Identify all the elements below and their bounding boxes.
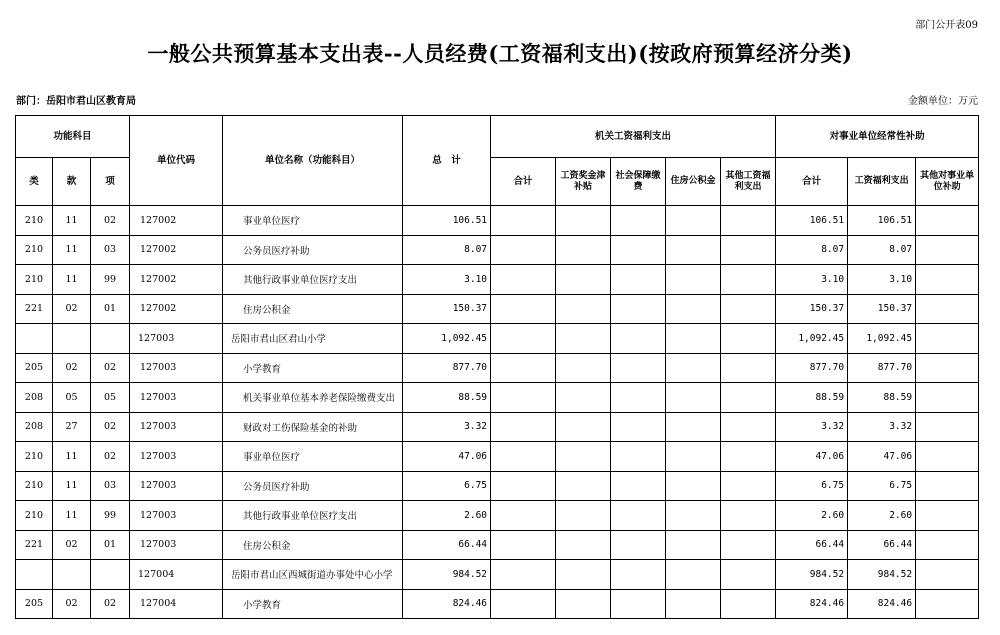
- cell-lei: 208: [16, 412, 53, 442]
- cell-inst-wage: 824.46: [848, 589, 916, 619]
- cell-inst-wage: 3.10: [848, 265, 916, 295]
- cell-gov-other: [721, 294, 776, 324]
- cell-gov-social: [611, 206, 666, 236]
- cell-unit-code: 127003: [130, 501, 223, 531]
- cell-unit-code: 127004: [130, 560, 223, 590]
- cell-lei: [16, 560, 53, 590]
- header-xiang: 项: [91, 158, 130, 206]
- cell-xiang: 02: [91, 442, 130, 472]
- cell-total: 47.06: [403, 442, 491, 472]
- cell-gov-subtotal: [491, 501, 556, 531]
- table-row: [16, 383, 979, 413]
- cell-unit-name: 岳阳市君山区西城街道办事处中心小学: [223, 560, 403, 590]
- cell-kuan: 11: [53, 501, 91, 531]
- cell-gov-subtotal: [491, 442, 556, 472]
- cell-kuan: 02: [53, 530, 91, 560]
- cell-inst-subtotal: 3.32: [776, 412, 848, 442]
- cell-xiang: [91, 560, 130, 590]
- cell-inst-other: [916, 235, 979, 265]
- table-row-unit: [16, 560, 979, 590]
- cell-kuan: 11: [53, 235, 91, 265]
- table-row: [16, 294, 979, 324]
- cell-gov-subtotal: [491, 206, 556, 236]
- cell-inst-other: [916, 471, 979, 501]
- cell-gov-subtotal: [491, 294, 556, 324]
- cell-inst-wage: 3.32: [848, 412, 916, 442]
- cell-inst-other: [916, 530, 979, 560]
- cell-unit-name: 事业单位医疗: [223, 206, 403, 236]
- table-row: [16, 471, 979, 501]
- cell-gov-other: [721, 324, 776, 354]
- cell-total: 66.44: [403, 530, 491, 560]
- cell-lei: 210: [16, 471, 53, 501]
- cell-kuan: 27: [53, 412, 91, 442]
- cell-unit-name: 小学教育: [223, 589, 403, 619]
- cell-unit-code: 127003: [130, 412, 223, 442]
- cell-inst-other: [916, 206, 979, 236]
- cell-inst-other: [916, 560, 979, 590]
- cell-kuan: 02: [53, 294, 91, 324]
- cell-gov-social: [611, 383, 666, 413]
- cell-gov-other: [721, 353, 776, 383]
- cell-unit-code: 127003: [130, 471, 223, 501]
- header-total: 总 计: [403, 116, 491, 206]
- cell-xiang: 02: [91, 206, 130, 236]
- cell-gov-social: [611, 294, 666, 324]
- currency-unit-label: 金额单位：万元: [908, 96, 978, 107]
- form-number: 部门公开表09: [915, 20, 978, 31]
- cell-gov-social: [611, 589, 666, 619]
- header-inst-subtotal: 合计: [776, 158, 848, 206]
- cell-inst-wage: 1,092.45: [848, 324, 916, 354]
- cell-gov-subtotal: [491, 530, 556, 560]
- cell-inst-subtotal: 106.51: [776, 206, 848, 236]
- cell-inst-subtotal: 1,092.45: [776, 324, 848, 354]
- cell-unit-name: 岳阳市君山区君山小学: [223, 324, 403, 354]
- header-unit-code: 单位代码: [130, 116, 223, 206]
- cell-gov-housing: [666, 442, 721, 472]
- cell-gov-other: [721, 530, 776, 560]
- header-gov-wage-group: 机关工资福利支出: [491, 116, 776, 158]
- cell-inst-subtotal: 3.10: [776, 265, 848, 295]
- cell-xiang: 02: [91, 412, 130, 442]
- cell-gov-housing: [666, 353, 721, 383]
- cell-gov-subtotal: [491, 353, 556, 383]
- cell-gov-subtotal: [491, 589, 556, 619]
- cell-inst-wage: 877.70: [848, 353, 916, 383]
- cell-gov-other: [721, 412, 776, 442]
- cell-gov-social: [611, 324, 666, 354]
- table-row: [16, 589, 979, 619]
- cell-kuan: 02: [53, 353, 91, 383]
- cell-inst-subtotal: 88.59: [776, 383, 848, 413]
- cell-gov-wage: [556, 589, 611, 619]
- cell-kuan: 11: [53, 442, 91, 472]
- cell-kuan: 11: [53, 206, 91, 236]
- cell-inst-other: [916, 442, 979, 472]
- cell-inst-other: [916, 353, 979, 383]
- header-unit-name: 单位名称（功能科目）: [223, 116, 403, 206]
- page-title: 一般公共预算基本支出表--人员经费(工资福利支出)(按政府预算经济分类): [147, 41, 853, 66]
- cell-unit-name: 其他行政事业单位医疗支出: [223, 501, 403, 531]
- table-row: [16, 501, 979, 531]
- budget-table: [15, 115, 979, 619]
- cell-inst-wage: 984.52: [848, 560, 916, 590]
- cell-total: 150.37: [403, 294, 491, 324]
- header-gov-social: 社会保障缴费: [611, 158, 666, 206]
- cell-gov-social: [611, 235, 666, 265]
- header-inst-other: 其他对事业单位补助: [916, 158, 979, 206]
- cell-kuan: 11: [53, 265, 91, 295]
- cell-inst-other: [916, 383, 979, 413]
- cell-inst-wage: 88.59: [848, 383, 916, 413]
- table-row: [16, 353, 979, 383]
- cell-gov-other: [721, 501, 776, 531]
- cell-total: 3.10: [403, 265, 491, 295]
- table-row: [16, 442, 979, 472]
- cell-unit-code: 127002: [130, 206, 223, 236]
- cell-inst-subtotal: 47.06: [776, 442, 848, 472]
- cell-lei: 221: [16, 530, 53, 560]
- cell-gov-wage: [556, 471, 611, 501]
- cell-total: 6.75: [403, 471, 491, 501]
- cell-gov-other: [721, 442, 776, 472]
- cell-total: 106.51: [403, 206, 491, 236]
- cell-gov-housing: [666, 383, 721, 413]
- cell-gov-other: [721, 265, 776, 295]
- cell-inst-subtotal: 6.75: [776, 471, 848, 501]
- cell-gov-housing: [666, 589, 721, 619]
- cell-inst-wage: 47.06: [848, 442, 916, 472]
- cell-gov-social: [611, 265, 666, 295]
- cell-total: 2.60: [403, 501, 491, 531]
- cell-inst-other: [916, 501, 979, 531]
- cell-gov-housing: [666, 471, 721, 501]
- cell-xiang: 02: [91, 353, 130, 383]
- cell-kuan: [53, 324, 91, 354]
- cell-total: 1,092.45: [403, 324, 491, 354]
- cell-inst-other: [916, 265, 979, 295]
- cell-inst-other: [916, 589, 979, 619]
- cell-xiang: 03: [91, 235, 130, 265]
- cell-gov-housing: [666, 235, 721, 265]
- cell-lei: 205: [16, 589, 53, 619]
- cell-xiang: 99: [91, 501, 130, 531]
- cell-gov-social: [611, 442, 666, 472]
- cell-lei: 210: [16, 265, 53, 295]
- cell-unit-name: 住房公积金: [223, 530, 403, 560]
- cell-gov-housing: [666, 294, 721, 324]
- cell-gov-other: [721, 235, 776, 265]
- cell-gov-housing: [666, 412, 721, 442]
- cell-xiang: 02: [91, 589, 130, 619]
- cell-total: 877.70: [403, 353, 491, 383]
- cell-inst-subtotal: 150.37: [776, 294, 848, 324]
- cell-gov-social: [611, 353, 666, 383]
- cell-inst-wage: 8.07: [848, 235, 916, 265]
- cell-gov-housing: [666, 560, 721, 590]
- cell-unit-name: 财政对工伤保险基金的补助: [223, 412, 403, 442]
- header-lei: 类: [16, 158, 53, 206]
- cell-gov-wage: [556, 294, 611, 324]
- header-gov-housing: 住房公积金: [666, 158, 721, 206]
- cell-gov-housing: [666, 206, 721, 236]
- cell-total: 8.07: [403, 235, 491, 265]
- header-inst-wage: 工资福利支出: [848, 158, 916, 206]
- cell-inst-wage: 106.51: [848, 206, 916, 236]
- cell-gov-housing: [666, 265, 721, 295]
- header-institution-subsidy-group: 对事业单位经常性补助: [776, 116, 979, 158]
- cell-inst-subtotal: 66.44: [776, 530, 848, 560]
- cell-inst-subtotal: 2.60: [776, 501, 848, 531]
- cell-unit-name: 机关事业单位基本养老保险缴费支出: [223, 383, 403, 413]
- table-row: [16, 530, 979, 560]
- cell-total: 984.52: [403, 560, 491, 590]
- cell-kuan: 02: [53, 589, 91, 619]
- cell-gov-other: [721, 206, 776, 236]
- cell-kuan: 11: [53, 471, 91, 501]
- cell-inst-subtotal: 8.07: [776, 235, 848, 265]
- cell-inst-subtotal: 824.46: [776, 589, 848, 619]
- header-gov-other: 其他工资福利支出: [721, 158, 776, 206]
- cell-unit-name: 小学教育: [223, 353, 403, 383]
- cell-gov-wage: [556, 324, 611, 354]
- table-row: [16, 412, 979, 442]
- cell-lei: 210: [16, 501, 53, 531]
- cell-gov-subtotal: [491, 560, 556, 590]
- cell-gov-subtotal: [491, 235, 556, 265]
- cell-gov-wage: [556, 501, 611, 531]
- cell-gov-wage: [556, 353, 611, 383]
- cell-gov-social: [611, 560, 666, 590]
- cell-xiang: 01: [91, 530, 130, 560]
- header-function-subject: 功能科目: [16, 116, 130, 158]
- cell-inst-other: [916, 294, 979, 324]
- cell-gov-social: [611, 501, 666, 531]
- cell-gov-wage: [556, 206, 611, 236]
- cell-gov-housing: [666, 530, 721, 560]
- header-kuan: 款: [53, 158, 91, 206]
- cell-lei: [16, 324, 53, 354]
- cell-xiang: 05: [91, 383, 130, 413]
- cell-gov-wage: [556, 235, 611, 265]
- cell-unit-code: 127003: [130, 353, 223, 383]
- cell-gov-subtotal: [491, 383, 556, 413]
- cell-gov-housing: [666, 501, 721, 531]
- cell-gov-housing: [666, 324, 721, 354]
- cell-lei: 210: [16, 235, 53, 265]
- cell-inst-subtotal: 877.70: [776, 353, 848, 383]
- cell-xiang: 03: [91, 471, 130, 501]
- cell-gov-wage: [556, 383, 611, 413]
- cell-gov-other: [721, 383, 776, 413]
- cell-gov-wage: [556, 530, 611, 560]
- cell-unit-code: 127003: [130, 442, 223, 472]
- cell-gov-other: [721, 589, 776, 619]
- cell-unit-code: 127003: [130, 383, 223, 413]
- cell-inst-other: [916, 412, 979, 442]
- cell-unit-code: 127002: [130, 294, 223, 324]
- cell-inst-wage: 6.75: [848, 471, 916, 501]
- cell-lei: 208: [16, 383, 53, 413]
- cell-total: 824.46: [403, 589, 491, 619]
- table-row: [16, 235, 979, 265]
- cell-gov-wage: [556, 412, 611, 442]
- cell-unit-name: 住房公积金: [223, 294, 403, 324]
- cell-gov-other: [721, 471, 776, 501]
- cell-gov-wage: [556, 265, 611, 295]
- cell-inst-wage: 150.37: [848, 294, 916, 324]
- cell-kuan: 05: [53, 383, 91, 413]
- cell-gov-social: [611, 412, 666, 442]
- cell-lei: 221: [16, 294, 53, 324]
- cell-xiang: [91, 324, 130, 354]
- cell-inst-wage: 66.44: [848, 530, 916, 560]
- cell-lei: 210: [16, 206, 53, 236]
- cell-xiang: 99: [91, 265, 130, 295]
- cell-unit-name: 公务员医疗补助: [223, 471, 403, 501]
- cell-unit-name: 公务员医疗补助: [223, 235, 403, 265]
- cell-inst-wage: 2.60: [848, 501, 916, 531]
- header-gov-subtotal: 合计: [491, 158, 556, 206]
- cell-gov-subtotal: [491, 324, 556, 354]
- table-row: [16, 206, 979, 236]
- table-row: [16, 265, 979, 295]
- cell-unit-code: 127004: [130, 589, 223, 619]
- cell-lei: 205: [16, 353, 53, 383]
- cell-xiang: 01: [91, 294, 130, 324]
- cell-gov-subtotal: [491, 412, 556, 442]
- cell-gov-wage: [556, 442, 611, 472]
- cell-gov-social: [611, 530, 666, 560]
- cell-unit-code: 127003: [130, 324, 223, 354]
- cell-total: 3.32: [403, 412, 491, 442]
- cell-total: 88.59: [403, 383, 491, 413]
- table-row-unit: [16, 324, 979, 354]
- cell-gov-social: [611, 471, 666, 501]
- cell-kuan: [53, 560, 91, 590]
- cell-unit-code: 127002: [130, 235, 223, 265]
- cell-inst-other: [916, 324, 979, 354]
- cell-lei: 210: [16, 442, 53, 472]
- cell-unit-name: 其他行政事业单位医疗支出: [223, 265, 403, 295]
- department-label: 部门：岳阳市君山区教育局: [16, 96, 136, 107]
- cell-inst-subtotal: 984.52: [776, 560, 848, 590]
- cell-unit-code: 127003: [130, 530, 223, 560]
- cell-unit-name: 事业单位医疗: [223, 442, 403, 472]
- header-gov-wage: 工资奖金津补贴: [556, 158, 611, 206]
- cell-gov-subtotal: [491, 265, 556, 295]
- cell-unit-code: 127002: [130, 265, 223, 295]
- cell-gov-other: [721, 560, 776, 590]
- cell-gov-wage: [556, 560, 611, 590]
- cell-gov-subtotal: [491, 471, 556, 501]
